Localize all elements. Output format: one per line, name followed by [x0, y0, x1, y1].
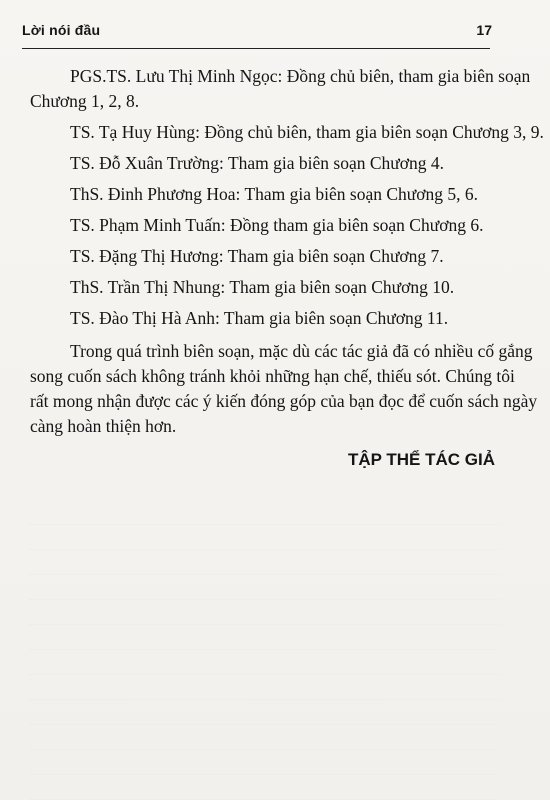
contributor-entry: [70, 213, 495, 238]
contributor-entry: [70, 306, 495, 331]
paragraph-line: rất mong nhận được các ý kiến đóng góp của bạn đọc để cuốn sách ngày: [30, 391, 538, 411]
closing-paragraph: [30, 339, 538, 439]
contributor-entry: [70, 182, 495, 207]
contributor-line: TS. Đặng Thị Hương: Tham gia biên soạn Chương 7.: [70, 246, 444, 266]
contributor-line: ThS. Trần Thị Nhung: Tham gia biên soạn Chương 10.: [70, 277, 455, 297]
chapter-title: Lời nói đầu: [22, 22, 101, 38]
paragraph-line: song cuốn sách không tránh khỏi những hạn chế, thiếu sót. Chúng tôi: [30, 366, 515, 386]
bleed-through-texture: [30, 500, 500, 800]
page-body: [30, 64, 544, 472]
authors-signoff: TẬP THỂ TÁC GIẢ: [347, 450, 495, 469]
contributor-entry: [70, 275, 495, 300]
contributor-entry: [70, 151, 495, 176]
header-rule: [22, 48, 490, 49]
contributor-line: TS. Đỗ Xuân Trường: Tham gia biên soạn Chương 4.: [70, 153, 445, 173]
contributor-entry: [30, 64, 531, 114]
paragraph-line: càng hoàn thiện hơn.: [30, 416, 177, 436]
running-header: [22, 18, 492, 48]
contributor-line: PGS.TS. Lưu Thị Minh Ngọc: Đồng chủ biên, tham gia biên soạn: [70, 66, 531, 86]
contributor-line-continued: Chương 1, 2, 8.: [30, 91, 140, 111]
page-number: 17: [476, 22, 492, 38]
paragraph-line: Trong quá trình biên soạn, mặc dù các tác giả đã có nhiều cố gắng: [70, 341, 533, 361]
contributor-entry: [70, 244, 495, 269]
contributor-line: ThS. Đinh Phương Hoa: Tham gia biên soạn Chương 5, 6.: [70, 184, 479, 204]
contributor-entry: [70, 120, 544, 145]
contributor-line: TS. Tạ Huy Hùng: Đồng chủ biên, tham gia biên soạn Chương 3, 9.: [70, 122, 544, 142]
contributor-line: TS. Đào Thị Hà Anh: Tham gia biên soạn Chương 11.: [70, 308, 449, 328]
contributor-line: TS. Phạm Minh Tuấn: Đồng tham gia biên soạn Chương 6.: [70, 215, 484, 235]
